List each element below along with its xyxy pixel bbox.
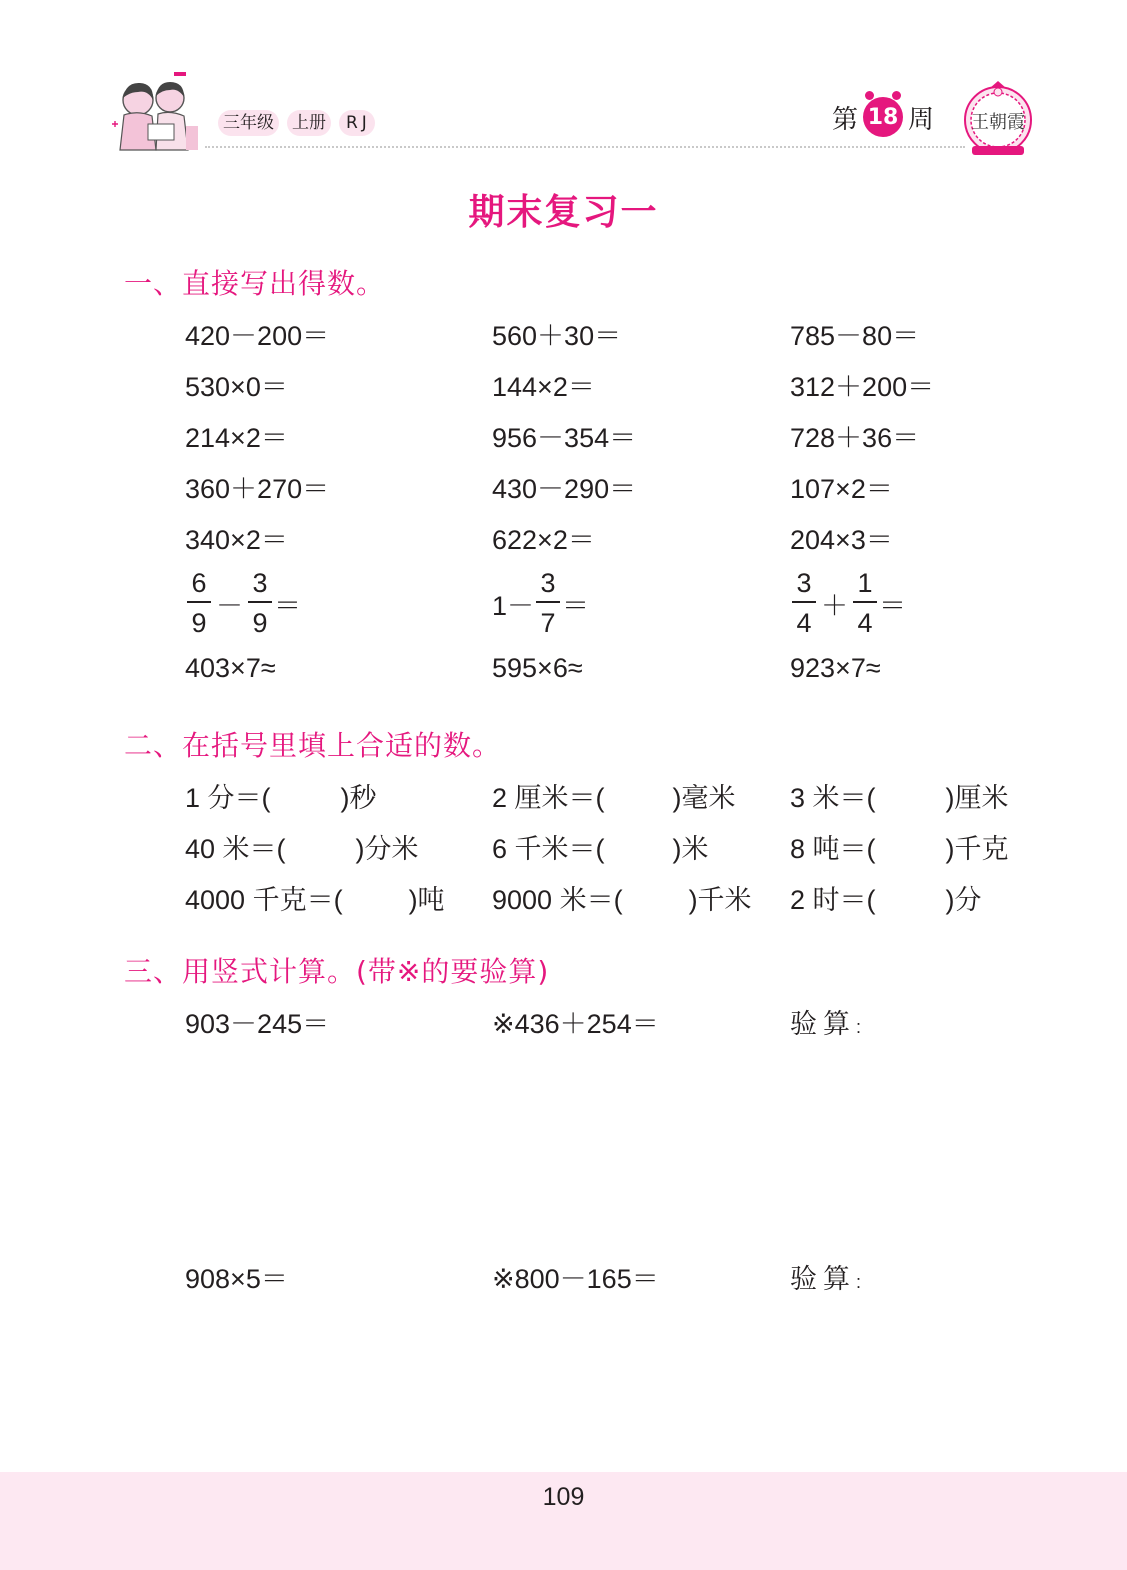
calc-item: 956－354＝ <box>492 423 637 453</box>
brand-seal-logo <box>962 78 1034 160</box>
equals-sign: ＝ <box>274 590 301 621</box>
fraction-bar <box>248 601 272 603</box>
conversion-left: 9000 米＝( <box>492 885 623 915</box>
conversion-item <box>790 827 1009 866</box>
week-prefix: 第 <box>832 104 859 135</box>
section-2-heading: 二、在括号里填上合适的数。 <box>124 729 502 762</box>
calc-item: 430－290＝ <box>492 474 637 504</box>
conversion-left: 2 厘米＝( <box>492 783 605 813</box>
conversion-left: 40 米＝( <box>185 834 286 864</box>
grade-tags <box>218 110 375 136</box>
calc-item: 560＋30＝ <box>492 321 622 351</box>
conversion-item <box>185 878 445 917</box>
check-colon: : <box>856 1017 862 1037</box>
conversion-unit: )千克 <box>945 834 1009 864</box>
check-label <box>790 1002 861 1041</box>
week-number-badge <box>863 97 903 137</box>
numerator: 3 <box>252 568 268 598</box>
conversion-item <box>492 827 709 866</box>
equals-sign: ＝ <box>879 590 906 621</box>
week-suffix: 周 <box>908 104 935 135</box>
calc-item: 360＋270＝ <box>185 474 330 504</box>
svg-text:王朝霞: 王朝霞 <box>971 112 1025 133</box>
conversion-left: 8 吨＝( <box>790 834 876 864</box>
conversion-left: 6 千米＝( <box>492 834 605 864</box>
estimate-item: 403×7≈ <box>185 653 276 683</box>
clock-bell-icon <box>865 91 874 100</box>
week-indicator <box>832 97 934 137</box>
clock-bell-icon <box>892 91 901 100</box>
denominator: 4 <box>857 608 873 638</box>
conversion-left: 3 米＝( <box>790 783 876 813</box>
vertical-calc-item: 908×5＝ <box>185 1264 288 1294</box>
conversion-item <box>492 776 736 815</box>
fraction-bar <box>187 601 211 603</box>
vertical-calc-item: ※436＋254＝ <box>492 1009 659 1039</box>
children-illustration <box>108 70 208 158</box>
conversion-left: 1 分＝( <box>185 783 271 813</box>
edition-tag: RJ <box>339 110 375 136</box>
denominator: 7 <box>540 608 556 638</box>
calc-item: 728＋36＝ <box>790 423 920 453</box>
estimate-item: 923×7≈ <box>790 653 881 683</box>
conversion-item <box>492 878 752 917</box>
conversion-left: 2 时＝( <box>790 885 876 915</box>
calc-item: 785－80＝ <box>790 321 920 351</box>
numerator: 6 <box>191 568 207 598</box>
calc-item: 622×2＝ <box>492 525 595 555</box>
page-title: 期末复习一 <box>468 192 659 233</box>
fraction <box>248 568 272 638</box>
fraction-bar <box>792 601 816 603</box>
conversion-unit: )毫米 <box>672 783 736 813</box>
calc-item: 214×2＝ <box>185 423 288 453</box>
numerator: 1 <box>857 568 873 598</box>
equals-sign: ＝ <box>562 590 590 621</box>
calc-item: 340×2＝ <box>185 525 288 555</box>
check-colon: : <box>856 1272 862 1292</box>
conversion-unit: )分 <box>945 885 982 915</box>
conversion-unit: )秒 <box>340 783 377 813</box>
section-1-heading: 一、直接写出得数。 <box>124 267 386 300</box>
fraction-item <box>790 568 906 638</box>
whole-number-term: 1－ <box>492 590 535 621</box>
check-label <box>790 1257 861 1296</box>
calc-item: 420－200＝ <box>185 321 330 351</box>
page-header <box>0 0 1127 165</box>
conversion-item <box>185 827 419 866</box>
conversion-unit: )分米 <box>355 834 419 864</box>
page-number: 109 <box>542 1483 585 1511</box>
fraction-bar <box>536 601 560 603</box>
calc-item: 530×0＝ <box>185 372 288 402</box>
operator: ＋ <box>821 590 848 621</box>
denominator: 4 <box>796 608 812 638</box>
calc-item: 107×2＝ <box>790 474 893 504</box>
fraction <box>792 568 816 638</box>
conversion-unit: )吨 <box>408 885 445 915</box>
fraction-item <box>185 568 301 638</box>
section-3-heading: 三、用竖式计算。(带※的要验算) <box>124 955 550 988</box>
operator: － <box>216 590 243 621</box>
denominator: 9 <box>252 608 268 638</box>
denominator: 9 <box>191 608 207 638</box>
conversion-item <box>790 878 982 917</box>
calc-item: 204×3＝ <box>790 525 893 555</box>
volume-tag: 上册 <box>287 110 331 136</box>
fraction <box>853 568 877 638</box>
conversion-item <box>185 776 377 815</box>
fraction-bar <box>853 601 877 603</box>
conversion-unit: )米 <box>672 834 709 864</box>
conversion-left: 4000 千克＝( <box>185 885 343 915</box>
numerator: 3 <box>796 568 812 598</box>
calc-item: 144×2＝ <box>492 372 595 402</box>
check-label-text: 验算 <box>790 1009 856 1039</box>
fraction <box>187 568 211 638</box>
check-label-text: 验算 <box>790 1264 856 1294</box>
calc-item: 312＋200＝ <box>790 372 935 402</box>
conversion-unit: )千米 <box>688 885 752 915</box>
conversion-unit: )厘米 <box>945 783 1009 813</box>
fraction-item <box>492 568 589 638</box>
vertical-calc-item: ※800－165＝ <box>492 1264 659 1294</box>
header-divider <box>205 146 965 148</box>
week-number: 18 <box>867 104 899 130</box>
fraction <box>536 568 560 638</box>
estimate-item: 595×6≈ <box>492 653 583 683</box>
numerator: 3 <box>540 568 556 598</box>
vertical-calc-item: 903－245＝ <box>185 1009 330 1039</box>
conversion-item <box>790 776 1009 815</box>
grade-tag: 三年级 <box>218 110 279 136</box>
